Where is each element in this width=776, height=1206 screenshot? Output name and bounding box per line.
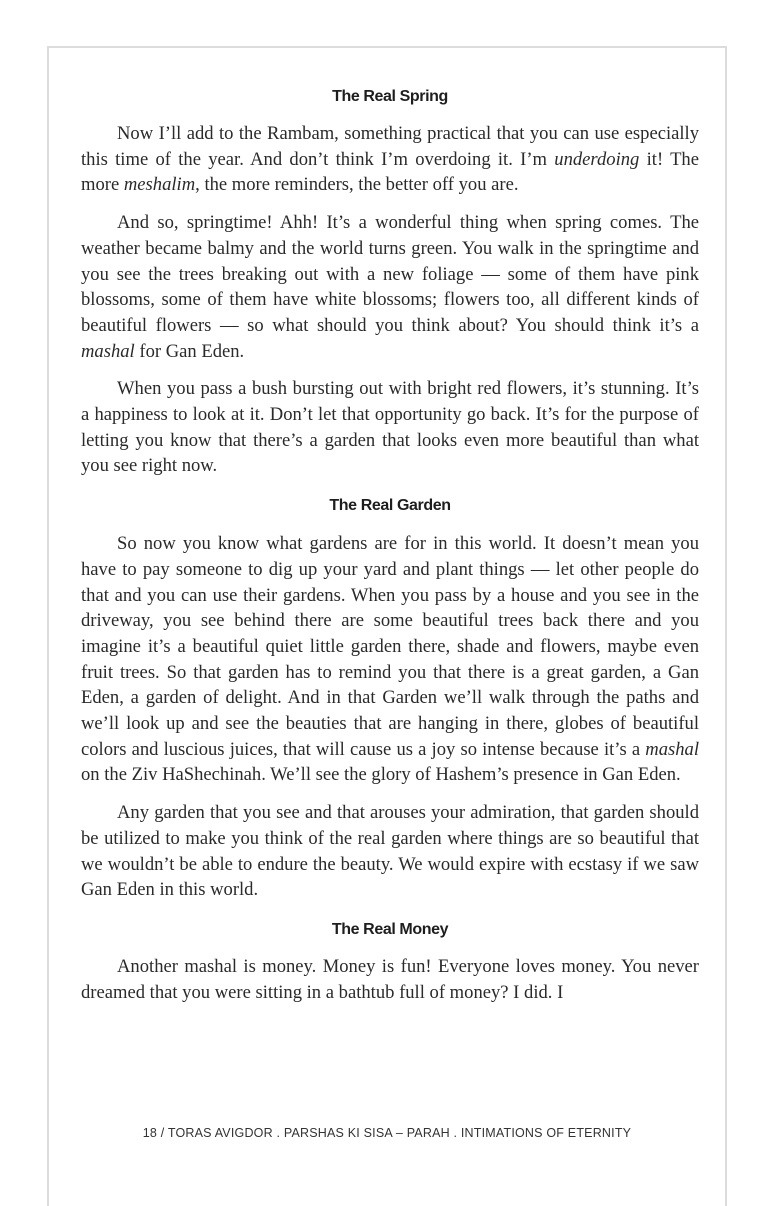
paragraph: So now you know what gardens are for in this world. It doesn’t mean you have to pay someone to dig up your yard and plant things — let other people do that and you can use their gardens. When you pass by a house and you see in the driveway, you see behind there are some beautiful trees back there and you imagine it’s a beautiful quiet little garden there, shade and flowers, maybe even fruit trees. So that garden has to remind you that there is a great garden, a Gan Eden, a garden of delight. And in that Garden we’ll walk through the paths and we’ll look up and see the beauties that are hanging in there, globes of beautiful colors and luscious juices, that will cause us a joy so intense because it’s a mashal on the Ziv HaShechinah. We’ll see the glory of Hashem’s presence in Gan Eden. (81, 533, 699, 786)
paragraph: Any garden that you see and that arouses your admiration, that garden should be utilized to make you think of the real garden where things are so beautiful that we wouldn’t be able to endure the beauty. We would expire with ecstasy if we saw Gan Eden in this world. (81, 802, 699, 901)
paragraph: When you pass a bush bursting out with bright red flowers, it’s stunning. It’s a happiness to look at it. Don’t let that opportunity go back. It’s for the purpose of letting you know that there’s a garden that looks even more beautiful than what you see right now. (81, 378, 699, 477)
page-content (81, 86, 699, 1005)
section-heading: The Real Money (331, 920, 449, 938)
section-real-spring (81, 86, 699, 479)
italic-term: underdoing (554, 148, 640, 170)
section-heading: The Real Spring (332, 88, 448, 105)
section-real-garden (81, 495, 699, 903)
book-page (47, 46, 727, 1206)
paragraph: Now I’ll add to the Rambam, something practical that you can use especially this time of the year. And don’t think I’m overdoing it. I’m underdoing it! The more meshalim, the more reminders, the better off you are. (81, 123, 699, 196)
italic-term: mashal (645, 738, 699, 760)
italic-term: meshalim (123, 174, 196, 196)
running-footer: 18 / TORAS AVIGDOR . PARSHAS KI SISA – PARAH . INTIMATIONS OF ETERNITY (142, 1126, 632, 1140)
section-heading: The Real Garden (329, 497, 451, 515)
section-real-money (81, 919, 699, 1005)
paragraph: And so, springtime! Ahh! It’s a wonderful thing when spring comes. The weather became balmy and the world turns green. You walk in the springtime and you see the trees breaking out with a new foliage — some of them have pink blossoms, some of them have white blossoms; flowers too, all different kinds of beautiful flowers — so what should you think about? You should think it’s a mashal for Gan Eden. (81, 212, 699, 362)
paragraph: Another mashal is money. Money is fun! Everyone loves money. You never dreamed that you were sitting in a bathtub full of money? I did. I (81, 955, 699, 1003)
italic-term: mashal (81, 340, 135, 362)
